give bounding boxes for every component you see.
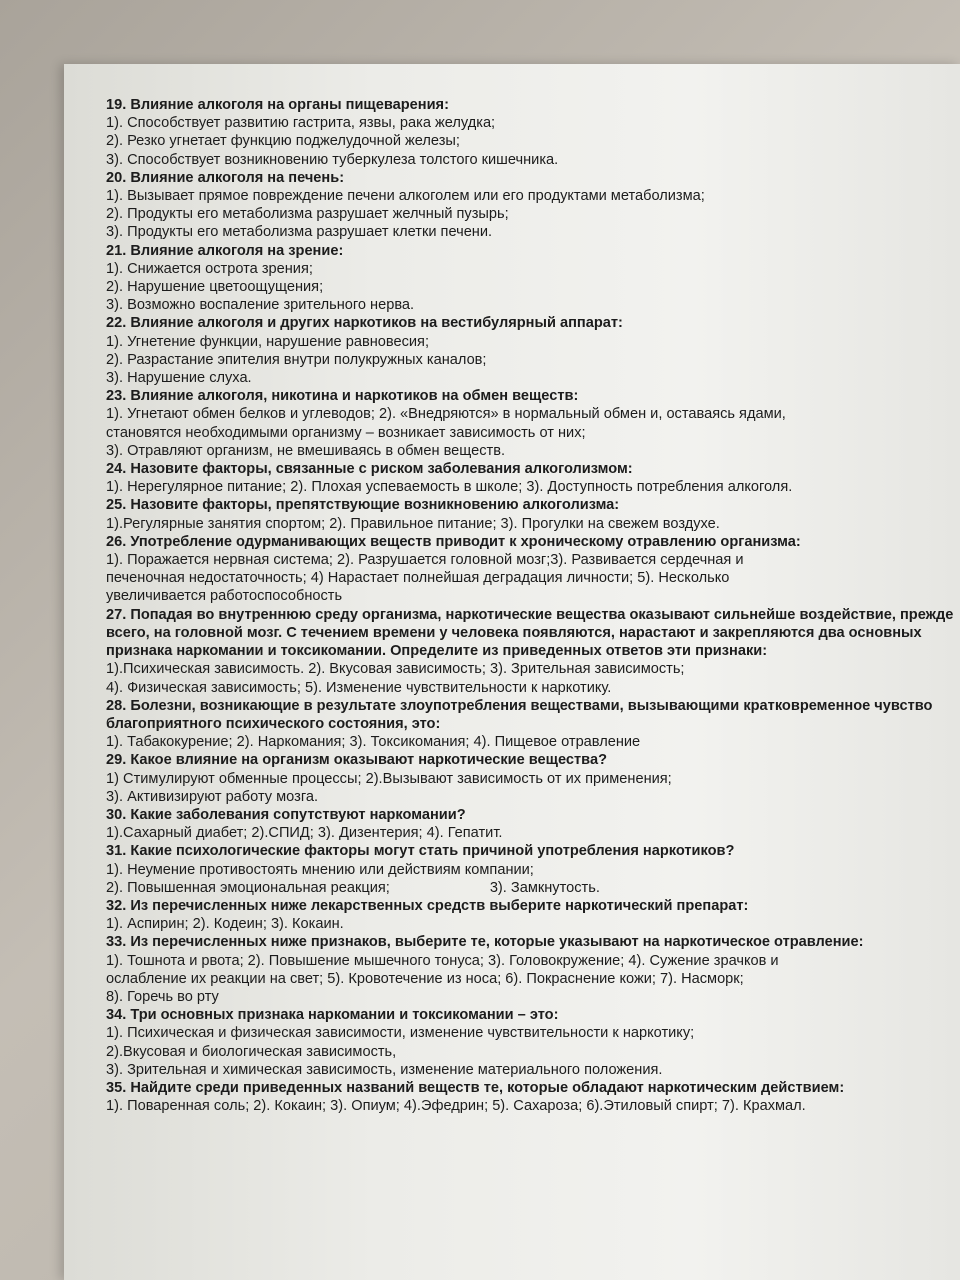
answer-line: 3). Отравляют организм, не вмешиваясь в обмен веществ. [106,442,506,459]
question-title: 33. Из перечисленных ниже признаков, выберите те, которые указывают на наркотическое отравление: [106,934,864,951]
question-title: 30. Какие заболевания сопутствуют наркомании? [106,806,466,823]
question-title: 25. Назовите факторы, препятствующие возникновению алкоголизма: [106,497,620,514]
answer-line: 2). Разрастание эпителия внутри полукружных каналов; [106,351,487,368]
answer-line: 1). Угнетение функции, нарушение равновесия; [106,333,429,350]
question-block [106,697,956,752]
answer-line: 1).Регулярные занятия спортом; 2). Правильное питание; 3). Прогулки на свежем воздухе. [106,515,720,532]
question-title: 34. Три основных признака наркомании и токсикомании – это: [106,1007,559,1024]
answer-line: 8). Горечь во рту [106,988,219,1005]
question-title: 26. Употребление одурманивающих веществ приводит к хроническому отравлению организма: [106,533,801,550]
answer-line: 2).Вкусовая и биологическая зависимость, [106,1043,397,1060]
answer-line: становятся необходимыми организму – возникает зависимость от них; [106,424,586,441]
question-block [106,1006,956,1079]
answer-line: 1). Поражается нервная система; 2). Разрушается головной мозг;3). Развивается сердечная и [106,552,744,569]
question-title: 20. Влияние алкоголя на печень: [106,169,345,186]
answer-line: 1). Способствует развитию гастрита, язвы, рака желудка; [106,115,496,132]
question-block [106,496,956,532]
paper-sheet [64,64,960,1280]
question-block [106,751,956,806]
answer-line: 1). Снижается острота зрения; [106,260,313,277]
answer-line: 1). Вызывает прямое повреждение печени алкоголем или его продуктами метаболизма; [106,188,705,205]
question-title: 19. Влияние алкоголя на органы пищеварения: [106,97,449,113]
question-title: 24. Назовите факторы, связанные с риском заболевания алкоголизмом: [106,461,633,478]
answer-line: 1).Психическая зависимость. 2). Вкусовая зависимость; 3). Зрительная зависимость; [106,661,685,678]
question-title: 23. Влияние алкоголя, никотина и наркотиков на обмен веществ: [106,388,579,405]
answer-line: увеличивается работоспособность [106,588,343,605]
answer-line: 1). Аспирин; 2). Кодеин; 3). Кокаин. [106,916,344,933]
answer-line: 1).Сахарный диабет; 2).СПИД; 3). Дизентерия; 4). Гепатит. [106,825,503,842]
question-block [106,96,956,169]
answer-line: 1). Табакокурение; 2). Наркомания; 3). Токсикомания; 4). Пищевое отравление [106,734,641,751]
answer-line: 1). Нерегулярное питание; 2). Плохая успеваемость в школе; 3). Доступность потребления алкоголя. [106,479,793,496]
answer-line: 2). Резко угнетает функцию поджелудочной железы; [106,133,460,150]
answer-line: 3). Способствует возникновению туберкулеза толстого кишечника. [106,151,559,168]
question-title: 31. Какие психологические факторы могут стать причиной употребления наркотиков? [106,843,735,860]
answer-line: 3). Продукты его метаболизма разрушает клетки печени. [106,224,493,241]
answer-right: 3). Замкнутость. [489,879,600,896]
question-block [106,1079,956,1115]
question-title: 21. Влияние алкоголя на зрение: [106,242,344,259]
question-title: 28. Болезни, возникающие в результате злоупотребления веществами, вызывающими кратковременное чувство благоприятного психического состояния, это: [106,697,933,732]
answer-line: 1) Стимулируют обменные процессы; 2).Вызывают зависимость от их применения; [106,770,672,787]
question-block [106,242,956,315]
question-block [106,897,956,933]
answer-line-split [106,879,956,897]
question-title: 35. Найдите среди приведенных названий веществ те, которые обладают наркотическим действием: [106,1079,845,1096]
questions-list [106,96,956,1115]
answer-line: 3). Активизируют работу мозга. [106,788,319,805]
question-block [106,169,956,242]
question-title: 32. Из перечисленных ниже лекарственных средств выберите наркотический препарат: [106,897,749,914]
answer-line: ослабление их реакции на свет; 5). Кровотечение из носа; 6). Покраснение кожи; 7). Насморк; [106,970,744,987]
question-title: 22. Влияние алкоголя и других наркотиков на вестибулярный аппарат: [106,315,623,332]
answer-line: 3). Зрительная и химическая зависимость, изменение материального положения. [106,1061,663,1078]
question-block [106,533,956,606]
question-block [106,933,956,1006]
answer-line: печеночная недостаточность; 4) Нарастает полнейшая деградация личности; 5). Несколько [106,570,730,587]
answer-line: 3). Нарушение слуха. [106,370,252,387]
answer-line: 1). Поваренная соль; 2). Кокаин; 3). Опиум; 4).Эфедрин; 5). Сахароза; 6).Этиловый спирт; 7). Крахмал. [106,1098,806,1115]
answer-line: 4). Физическая зависимость; 5). Изменение чувствительности к наркотику. [106,679,612,696]
answer-line: 1). Неумение противостоять мнению или действиям компании; [106,861,534,878]
answer-left: 2). Повышенная эмоциональная реакция; [106,879,390,896]
answer-line: 2). Нарушение цветоощущения; [106,279,324,296]
answer-line: 2). Продукты его метаболизма разрушает желчный пузырь; [106,206,509,223]
question-block [106,606,956,697]
question-block [106,460,956,496]
answer-line: 1). Психическая и физическая зависимости, изменение чувствительности к наркотику; [106,1025,695,1042]
question-title: 27. Попадая во внутреннюю среду организма, наркотические вещества оказывают сильнейше воздействие, прежде всего, на головной мозг. С течением времени у человека появляются, нарастают и закрепляются два основных признака наркомании и токсикомании. Определите из приведенных ответов эти признаки: [106,606,954,660]
answer-line: 3). Возможно воспаление зрительного нерва. [106,297,415,314]
answer-line: 1). Тошнота и рвота; 2). Повышение мышечного тонуса; 3). Головокружение; 4). Сужение зрачков и [106,952,779,969]
question-block [106,842,956,897]
question-title: 29. Какое влияние на организм оказывают наркотические вещества? [106,752,607,769]
question-block [106,387,956,460]
question-block [106,806,956,842]
answer-line: 1). Угнетают обмен белков и углеводов; 2). «Внедряются» в нормальный обмен и, оставаясь ядами, [106,406,786,423]
question-block [106,314,956,387]
